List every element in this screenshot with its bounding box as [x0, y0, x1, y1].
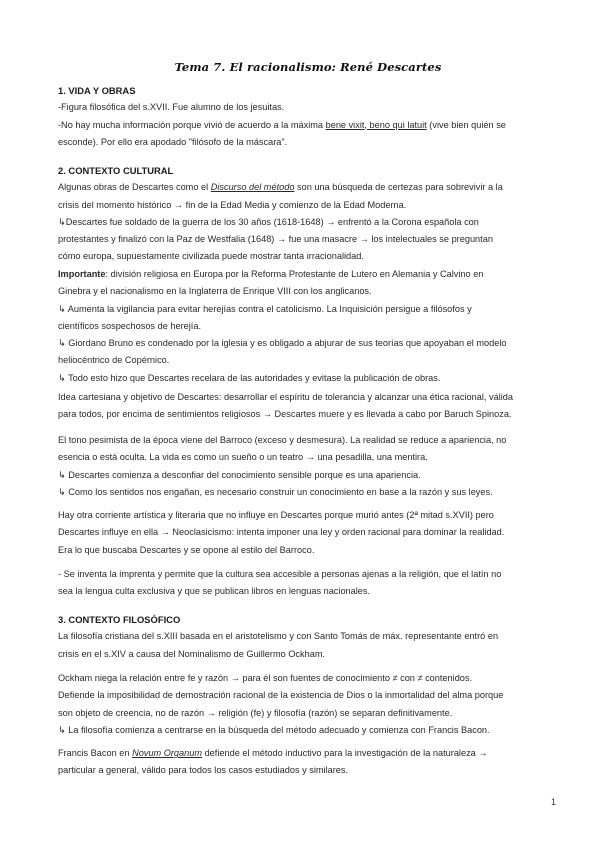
paragraph-line: -Figura filosófica del s.XVII. Fue alumno de los jesuitas.: [58, 102, 285, 113]
paragraph-line: ↳Descartes fue soldado de la guerra de los 30 años (1618-1648) → enfrentó a la Corona española con: [58, 216, 479, 227]
paragraph-line: - Se inventa la imprenta y permite que la cultura sea accesible a personas ajenas a la religión, que el latín no: [58, 569, 502, 579]
paragraph-ockham: [58, 670, 563, 739]
paragraph-line: heliocéntrico de Copérnico.: [58, 355, 170, 366]
section-heading: 2. CONTEXTO CULTURAL: [58, 165, 174, 176]
section-heading: 3. CONTEXTO FILOSÓFICO: [58, 614, 181, 625]
paragraph-line: Importante: división religiosa en Europa por la Reforma Protestante de Lutero en Alemania y Calvino en: [58, 269, 484, 279]
paragraph-importante: [58, 266, 563, 387]
paragraph-line: Era lo que buscaba Descartes y se opone al estilo del Barroco.: [58, 544, 315, 555]
work-title: Discurso del método: [210, 182, 295, 193]
paragraph-line: Hay otra corriente artística y literaria que no influye en Descartes porque murió antes (2ª mitad s.XVII) pero: [58, 510, 494, 520]
paragraph-imprenta: [58, 566, 563, 601]
paragraph-line: protestantes y finalizó con la Paz de Westfalia (1648) → fue una masacre → los intelectuales se preguntan: [58, 234, 493, 245]
paragraph-line: particular a general, válido para todos los casos estudiados y similares.: [58, 765, 349, 776]
section-heading: 1. VIDA Y OBRAS: [58, 85, 136, 96]
paragraph-line: esconde). Por ello era apodado "filósofo de la máscara".: [58, 136, 288, 147]
paragraph-line: Descartes influye en ella → Neoclasicismo: intenta imponer una ley y orden racional para dominar la realidad.: [58, 527, 505, 538]
paragraph-line: son objeto de creencia, no de razón → religión (fe) y filosofía (razón) se separan definitivamente.: [58, 707, 453, 718]
paragraph-line: ↳ La filosofía comienza a centrarse en la búsqueda del método adecuado y comienza con Francis Bacon.: [58, 724, 490, 735]
paragraph-line: ↳ Descartes comienza a desconfiar del conocimiento sensible porque es una apariencia.: [58, 469, 421, 480]
paragraph-line: ↳ Giordano Bruno es condenado por la iglesia y es obligado a abjurar de sus teorías que apoyaban el modelo: [58, 338, 507, 349]
paragraph-line: esencia o está oculta. La vida es como un sueño o un teatro → una pesadilla, una mentira.: [58, 452, 428, 463]
paragraph-line: para todos, por encima de sentimientos religiosos → Descartes muere y es llevada a cabo por Baruch Spinoza.: [58, 409, 512, 420]
paragraph-line: La filosofía cristiana del s.XIII basada en el aristotelismo y con Santo Tomás de máx. representante entró en: [58, 631, 499, 642]
paragraph-line: El tono pesimista de la época viene del Barroco (exceso y desmesura). La realidad se reduce a apariencia, no: [58, 435, 507, 445]
section-contexto-filosofico: [58, 611, 563, 663]
paragraph-line: ↳ Como los sentidos nos engañan, es necesario construir un conocimiento en base a la razón y sus leyes.: [58, 486, 493, 497]
paragraph-line: Defiende la imposibilidad de demostración racional de la existencia de Dios o la inmortalidad del alma porque: [58, 690, 504, 701]
paragraph-line: Ginebra y el nacionalismo en la Inglaterra de Enrique VIII con los anglicanos.: [58, 286, 372, 297]
section-contexto-cultural: [58, 162, 563, 266]
paragraph-line: Idea cartesiana y objetivo de Descartes: desarrollar el espíritu de tolerancia y alcanzar una ética racional, válida: [58, 392, 514, 402]
paragraph-idea-cartesiana: [58, 389, 563, 424]
paragraph-line: sea la lengua culta exclusiva y que se publican libros en lenguas nacionales.: [58, 586, 371, 597]
paragraph-barroco: [58, 432, 563, 501]
latin-maxim: bene vixit, beno qui latuit: [325, 119, 427, 130]
paragraph-line: cómo europa, supuestamente civilizada puede mostrar tanta irracionalidad.: [58, 251, 364, 262]
paragraph-line: crisis del momento histórico → fin de la Edad Media y comienzo de la Edad Moderna.: [58, 199, 407, 210]
paragraph-line: Francis Bacon en Novum Organum defiende el método inductivo para la investigación de la naturaleza →: [58, 748, 488, 758]
page-number: 1: [551, 797, 557, 807]
paragraph-line: Algunas obras de Descartes como el Discurso del método son una búsqueda de certezas para sobrevivir a la: [58, 182, 503, 193]
work-title: Novum Organum: [132, 748, 203, 758]
page-title: Tema 7. El racionalismo: René Descartes: [174, 60, 442, 74]
paragraph-bacon: [58, 745, 563, 780]
paragraph-line: -No hay mucha información porque vivió de acuerdo a la máxima bene vixit, beno qui latuit (vive bien quién se: [58, 119, 506, 130]
paragraph-line: ↳ Aumenta la vigilancia para evitar herejías contra el catolicismo. La Inquisición persigue a filósofos y: [58, 303, 472, 314]
paragraph-neoclasicismo: [58, 507, 563, 559]
paragraph-line: científicos sospechosos de herejía.: [58, 320, 201, 331]
section-vida-y-obras: [58, 82, 563, 151]
paragraph-line: Ockham niega la relación entre fe y razón → para él son fuentes de conocimiento ≠ con ≠ contenidos.: [58, 673, 473, 683]
paragraph-line: crisis en el s.XIV a causa del Nominalismo de Guillermo Ockham.: [58, 648, 326, 659]
paragraph-line: ↳ Todo esto hizo que Descartes recelara de las autoridades y evitase la publicación de obras.: [58, 372, 441, 383]
